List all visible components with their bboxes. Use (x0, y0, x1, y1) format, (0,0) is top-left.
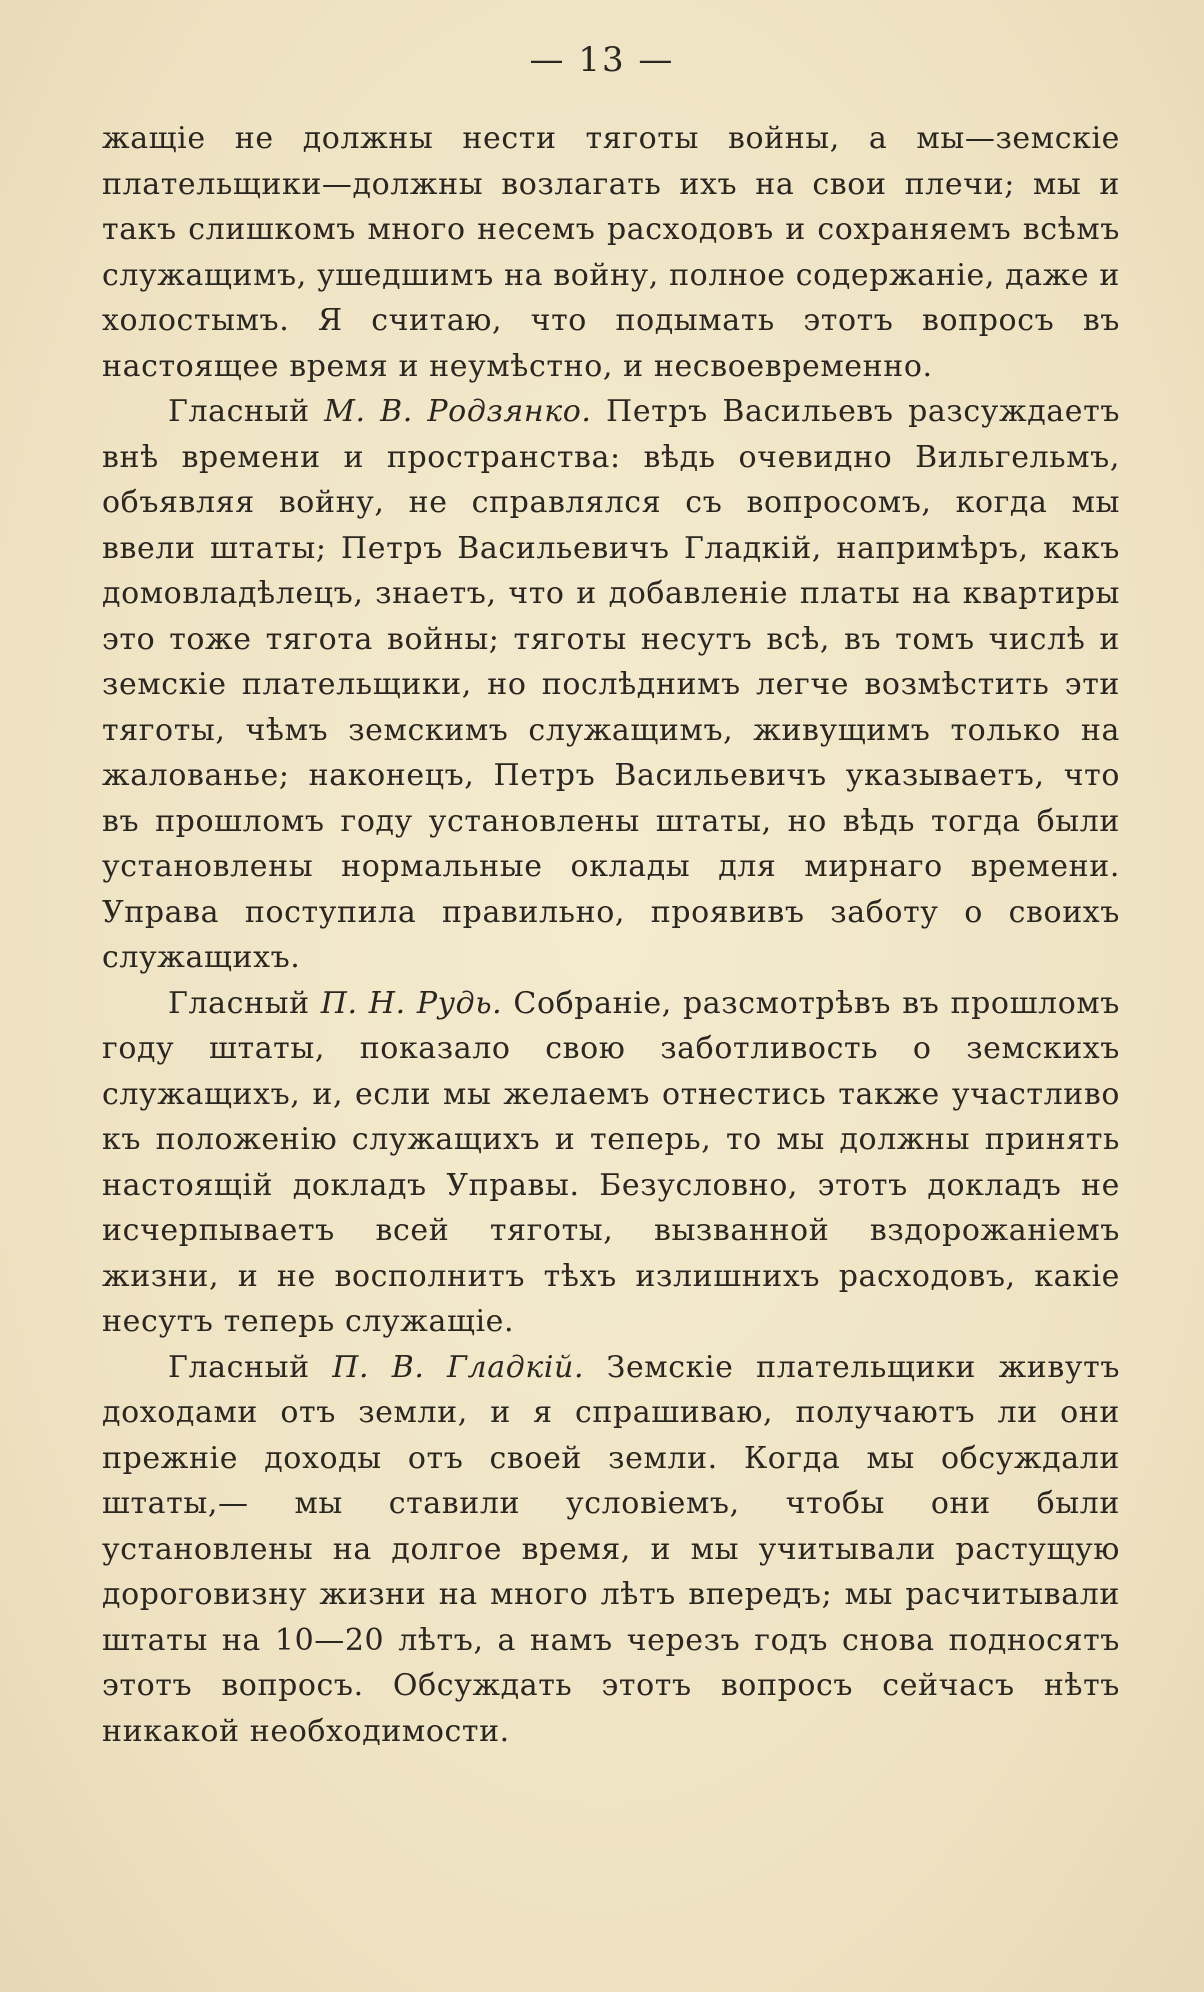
speaker-name: П. В. Гладкій. (332, 1349, 585, 1385)
paragraph-text: Земскіе плательщики живутъ доходами отъ земли, и я спрашиваю, получаютъ ли они прежніе доходы отъ своей земли. Когда мы обсуждали штаты,— мы ставили условіемъ, чтобы они были установлены на долгое время, и мы учитывали растущую дороговизну жизни на много лѣтъ впередъ; мы расчитывали штаты на 10—20 лѣтъ, а намъ черезъ годъ снова подносятъ этотъ вопросъ. Обсуждать этотъ вопросъ сейчасъ нѣтъ никакой необходимости. (102, 1349, 1120, 1749)
speaker-label: Гласный (168, 1349, 333, 1385)
paragraph-text: жащіе не должны нести тяготы войны, а мы—земскіе плательщики—должны возлагать ихъ на свои плечи; мы и такъ слишкомъ много несемъ расходовъ и сохраняемъ всѣмъ служащимъ, ушедшимъ на войну, полное содержаніе, даже и холостымъ. Я считаю, что подымать этотъ вопросъ въ настоящее время и неумѣстно, и несвоевременно. (102, 121, 1120, 384)
speaker-name: П. Н. Рудь. (320, 985, 503, 1021)
paragraph-rud (102, 981, 1120, 1345)
page-number: — 13 — (529, 40, 675, 80)
paragraph-text: Собраніе, разсмотрѣвъ въ прошломъ году штаты, показало свою заботливость о земскихъ служащихъ, и, если мы желаемъ отнестись также участливо къ положенію служащихъ и теперь, то мы должны принять настоящій докладъ Управы. Безусловно, этотъ докладъ не исчерпываетъ всей тяготы, вызванной вздорожаніемъ жизни, и не восполнитъ тѣхъ излишнихъ расходовъ, какіе несутъ теперь служащіе. (102, 985, 1120, 1339)
body-text (102, 116, 1120, 1754)
speaker-label: Гласный (168, 985, 321, 1021)
paragraph-continuation (102, 116, 1120, 389)
paragraph-gladkiy (102, 1345, 1120, 1755)
paragraph-rodzyanko (102, 389, 1120, 981)
paragraph-text: Петръ Васильевъ разсуждаетъ внѣ времени и пространства: вѣдь очевидно Вильгельмъ, объявляя войну, не справлялся съ вопросомъ, когда мы ввели штаты; Петръ Васильевичъ Гладкій, напримѣръ, какъ домовладѣлецъ, знаетъ, что и добавленіе платы на квартиры это тоже тягота войны; тяготы несутъ всѣ, въ томъ числѣ и земскіе плательщики, но послѣднимъ легче возмѣстить эти тяготы, чѣмъ земскимъ служащимъ, живущимъ только на жалованье; наконецъ, Петръ Васильевичъ указываетъ, что въ прошломъ году установлены штаты, но вѣдь тогда были установлены нормальные оклады для мирнаго времени. Управа поступила правильно, проявивъ заботу о своихъ служащихъ. (102, 394, 1120, 975)
speaker-label: Гласный (168, 394, 325, 429)
speaker-name: М. В. Родзянко. (324, 394, 592, 429)
